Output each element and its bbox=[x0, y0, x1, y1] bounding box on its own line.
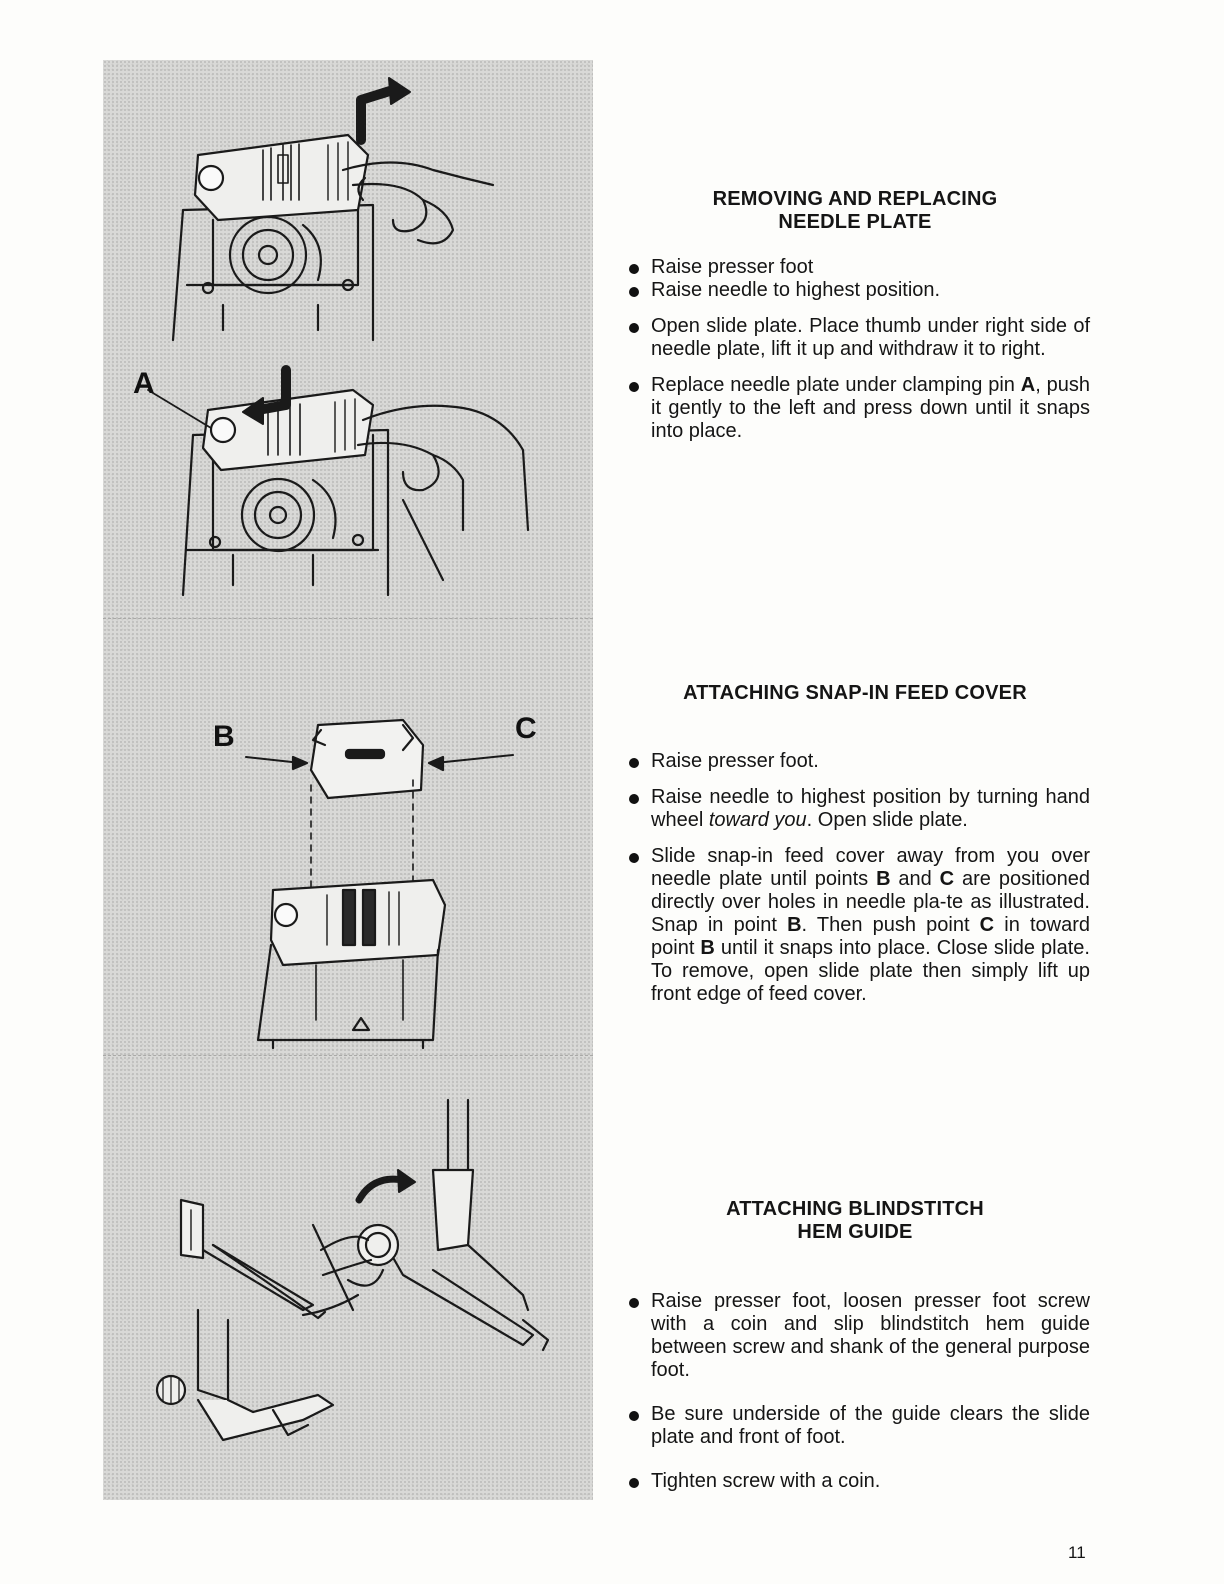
needle-plate-illustration bbox=[103, 60, 593, 620]
divider bbox=[103, 618, 593, 619]
callout-a: A bbox=[133, 367, 155, 400]
hem-guide-illustration bbox=[103, 1060, 593, 1500]
section-title: ATTACHING SNAP-IN FEED COVER bbox=[683, 682, 1027, 704]
instruction-item: Raise presser foot bbox=[620, 256, 1090, 279]
instruction-item: Raise needle to highest position. bbox=[620, 279, 1090, 302]
section-title: ATTACHING BLINDSTITCH HEM GUIDE bbox=[726, 1198, 984, 1243]
instruction-item: Raise presser foot. bbox=[620, 750, 1090, 773]
section-title: REMOVING AND REPLACING NEEDLE PLATE bbox=[712, 188, 998, 233]
instruction-item: Raise presser foot, loosen presser foot screw with a coin and slip blindstitch hem guide between screw and shank of the general purpose foot. bbox=[620, 1290, 1090, 1382]
divider bbox=[103, 1055, 593, 1056]
instruction-list bbox=[620, 256, 1090, 443]
callout-b: B bbox=[213, 720, 235, 753]
instruction-item: Raise needle to highest position by turning hand wheel toward you. Open slide plate. bbox=[620, 786, 1090, 832]
instruction-item: Open slide plate. Place thumb under right side of needle plate, lift it up and withdraw it to right. bbox=[620, 315, 1090, 361]
section-feed-cover bbox=[620, 682, 1090, 1019]
feed-cover-illustration bbox=[103, 620, 593, 1055]
instruction-list bbox=[620, 750, 1090, 1006]
instruction-item: Replace needle plate under clamping pin A, push it gently to the left and press down until it snaps into place. bbox=[620, 374, 1090, 443]
section-needle-plate bbox=[620, 188, 1090, 456]
instruction-item: Tighten screw with a coin. bbox=[620, 1470, 1090, 1493]
instruction-item: Be sure underside of the guide clears the slide plate and front of foot. bbox=[620, 1403, 1090, 1449]
callout-c: C bbox=[515, 712, 537, 745]
instruction-item: Slide snap-in feed cover away from you over needle plate until points B and C are positioned directly over holes in needle pla-te as illustrated. Snap in point B. Then push point C in toward point B until it snaps into place. Close slide plate. To remove, open slide plate then simply lift up front edge of feed cover. bbox=[620, 845, 1090, 1006]
page-number: 11 bbox=[1068, 1543, 1086, 1562]
instruction-list bbox=[620, 1290, 1090, 1493]
section-hem-guide bbox=[620, 1198, 1090, 1506]
illustration-column bbox=[103, 60, 593, 1500]
